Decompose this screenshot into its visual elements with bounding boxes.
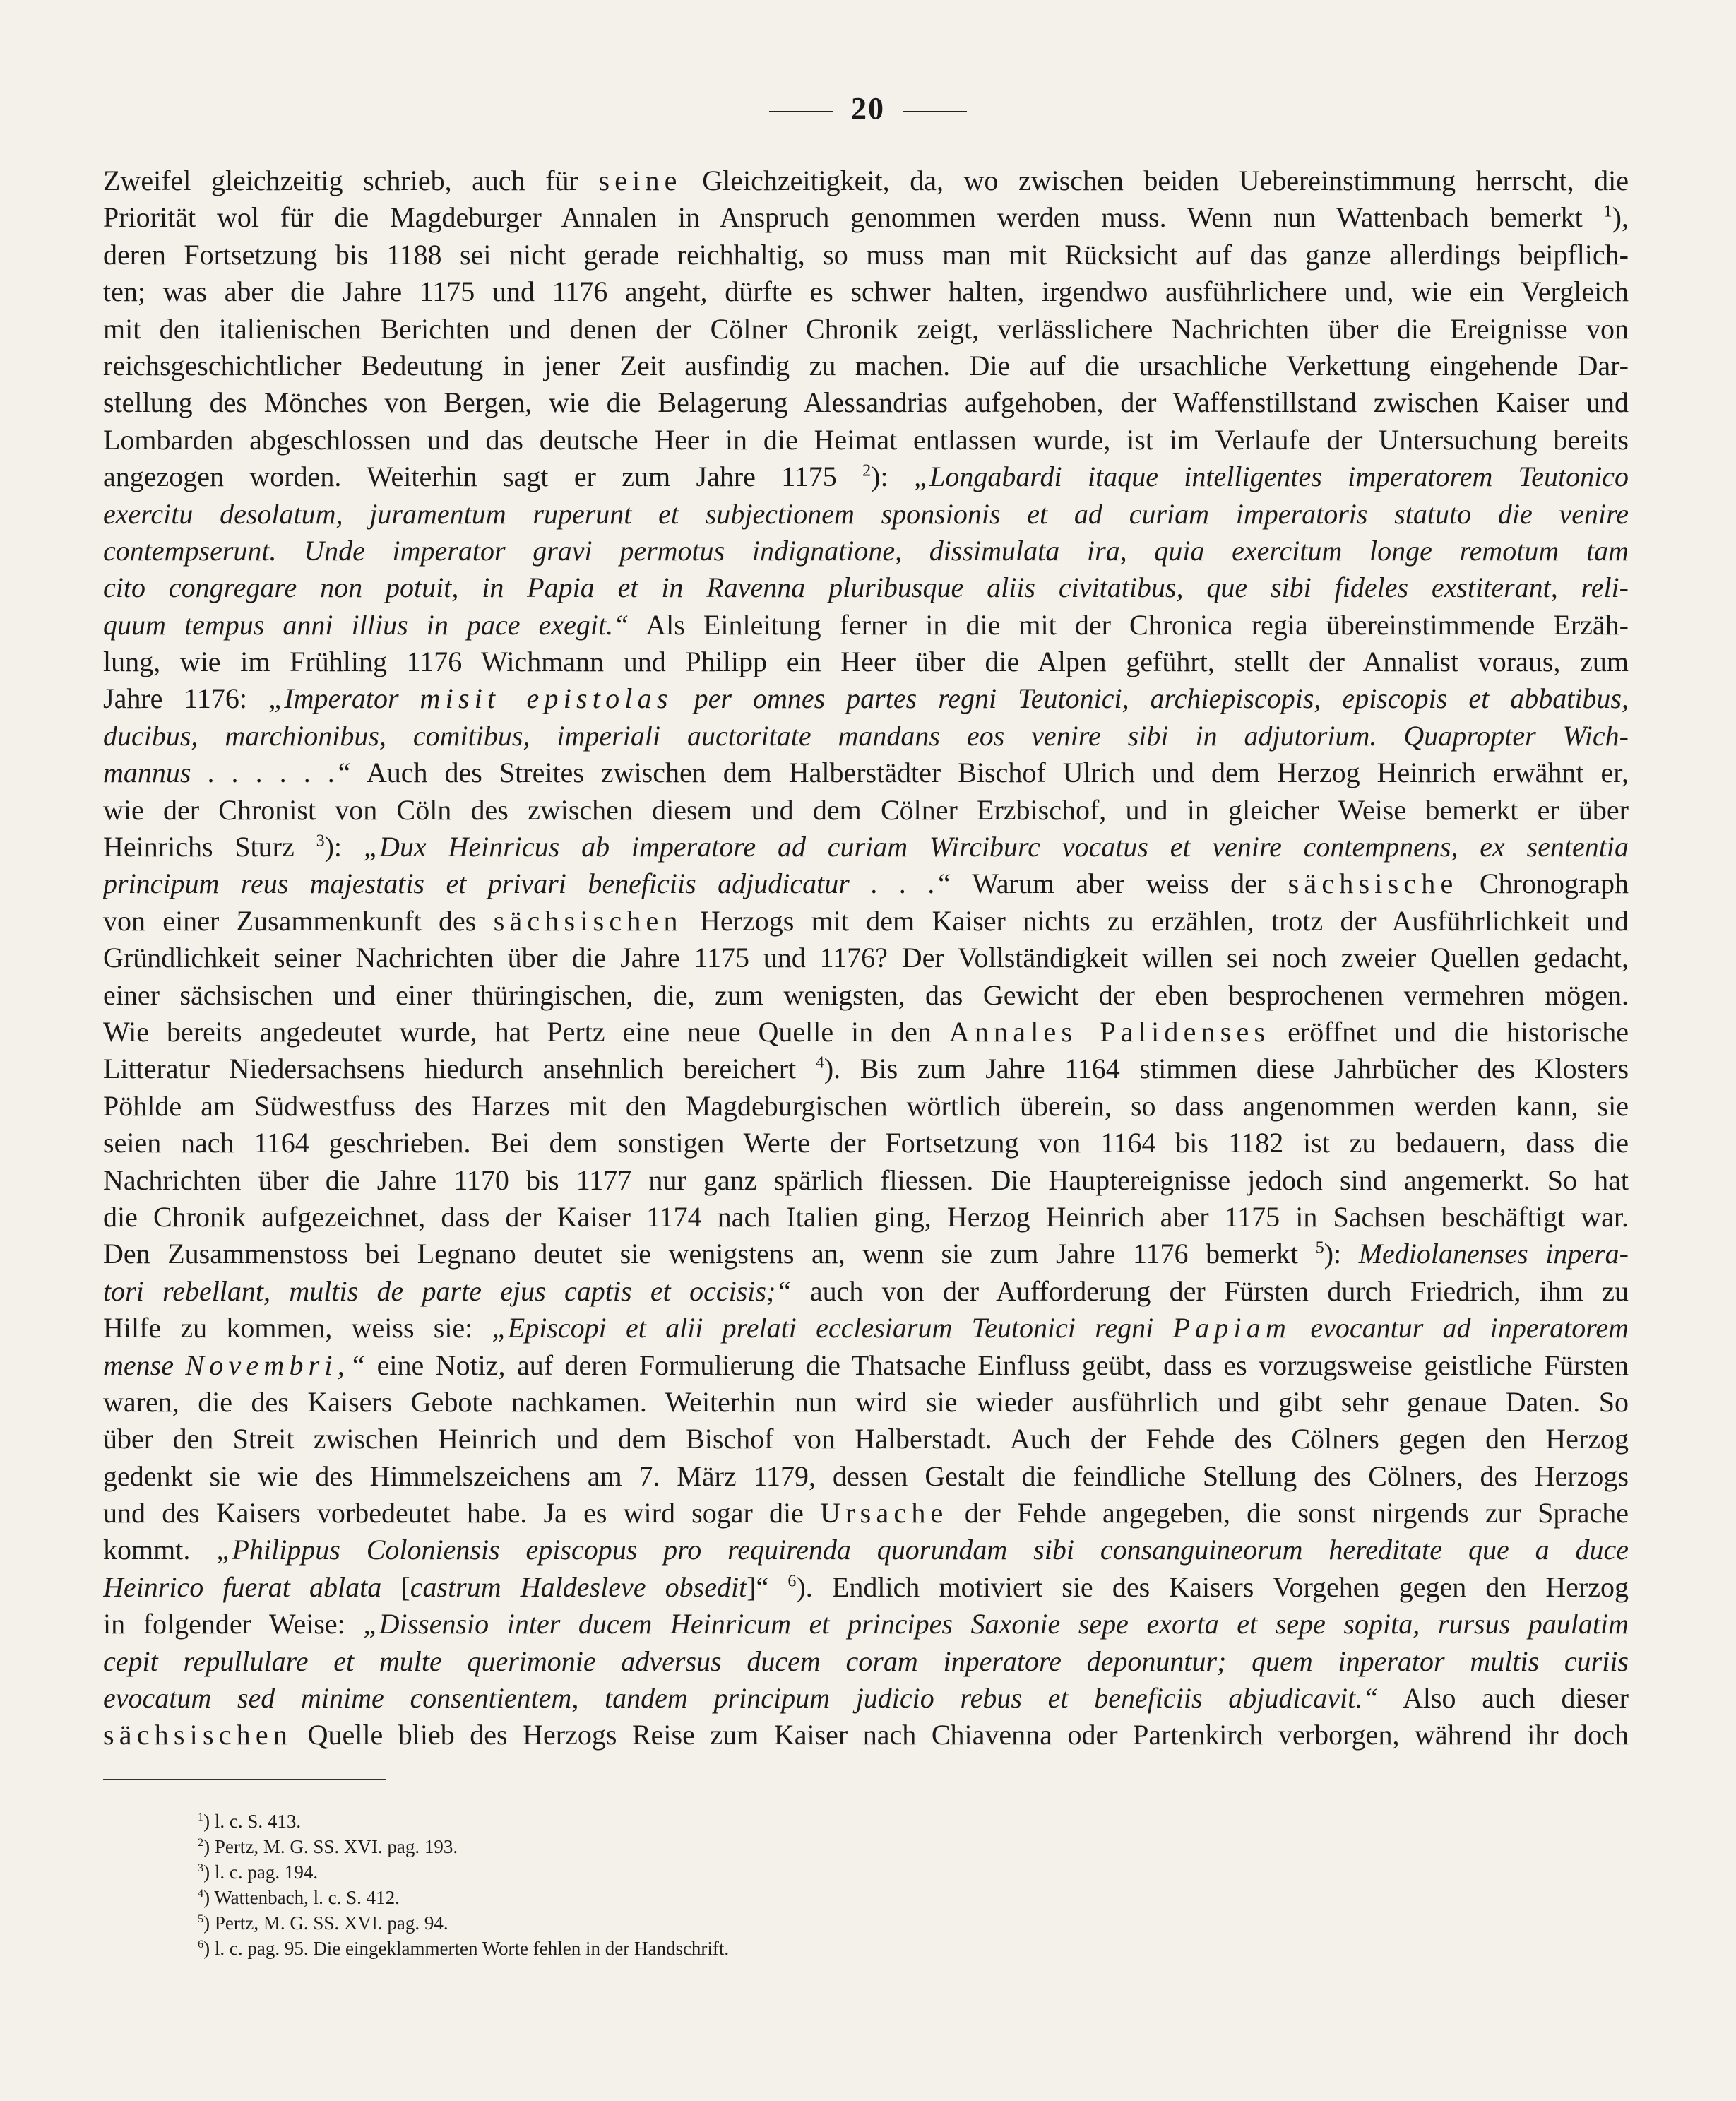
text-run: Warum aber weiss der bbox=[951, 868, 1288, 900]
page-number-dash-right bbox=[903, 111, 967, 112]
text-line bbox=[103, 718, 1629, 754]
footnote-number: 4 bbox=[198, 1887, 204, 1900]
text-run: sächsische bbox=[1288, 868, 1458, 900]
text-line bbox=[103, 1050, 1629, 1087]
text-run: lung, wie im Frühling 1176 Wichmann und Philipp ein Heer über die Alpen geführt, stellt der Annalist voraus, zum bbox=[103, 646, 1629, 678]
footnote bbox=[198, 1834, 1045, 1859]
text-run: der Fehde angegeben, die sonst nirgends zur Sprache bbox=[948, 1497, 1629, 1529]
footnote-bracket: ) bbox=[203, 1938, 215, 1959]
text-run: Den Zusammenstoss bei Legnano deutet sie wenigstens an, wenn sie zum Jahre 1176 bemerkt bbox=[103, 1238, 1316, 1270]
text-run: „Dissensio inter ducem Heinricum et principes Saxonie sepe exorta et sepe sopita, rursus paulatim bbox=[363, 1608, 1629, 1640]
footnote bbox=[198, 1809, 1045, 1834]
footnote-text: Pertz, M. G. SS. XVI. pag. 94. bbox=[214, 1912, 448, 1934]
footnote-number: 6 bbox=[198, 1938, 204, 1951]
text-run: Auch des Streites zwischen dem Halberstädter Bischof Ulrich und dem Herzog Heinrich erwähnt er, bbox=[351, 757, 1629, 789]
text-run: Ursache bbox=[820, 1497, 949, 1529]
footnote-number: 3 bbox=[198, 1862, 204, 1874]
text-line bbox=[103, 533, 1629, 569]
footnotes bbox=[198, 1809, 1045, 1961]
text-line bbox=[103, 1717, 1629, 1753]
text-line bbox=[103, 1532, 1629, 1568]
text-run: Pöhlde am Südwestfuss des Harzes mit den Magdeburgischen wörtlich überein, so dass angenommen werden kann, sie bbox=[103, 1089, 1629, 1122]
text-run: Gründlichkeit seiner Nachrichten über die Jahre 1175 und 1176? Der Vollständigkeit willen sei noch zweier Quellen gedacht, bbox=[103, 942, 1629, 974]
text-run: in folgender Weise: bbox=[103, 1608, 364, 1640]
text-line bbox=[103, 607, 1629, 644]
text-line bbox=[103, 792, 1629, 829]
text-run: kommt. bbox=[103, 1534, 217, 1566]
footnote-marker: 6 bbox=[787, 1572, 797, 1591]
text-line bbox=[103, 348, 1629, 384]
footnote-marker: 4 bbox=[815, 1054, 824, 1073]
text-run: „Philippus Coloniensis episcopus pro requirenda quorundam sibi consanguineorum hereditate que a duce bbox=[216, 1534, 1629, 1566]
text-run: Litteratur Niedersachsens hiedurch ansehnlich bereichert bbox=[103, 1053, 816, 1085]
footnote bbox=[198, 1936, 1045, 1961]
text-run: ten; was aber die Jahre 1175 und 1176 angeht, dürfte es schwer halten, irgendwo ausführlichere und, wie ein Vergleich bbox=[103, 276, 1629, 308]
text-run: auch von der Aufforderung der Fürsten durch Friedrich, ihm zu bbox=[791, 1274, 1629, 1307]
text-run: wie der Chronist von Cöln des zwischen diesem und dem Cölner Erzbischof, und in gleicher Weise bemerkt er über bbox=[103, 793, 1629, 826]
footnote-marker: 2 bbox=[862, 461, 872, 480]
text-run: misit epistolas bbox=[420, 682, 673, 715]
footnote-marker: 1 bbox=[1603, 203, 1612, 222]
page-number bbox=[0, 90, 1736, 126]
text-run: ): bbox=[324, 831, 364, 863]
text-run: „Episcopi et alii prelati ecclesiarum Teutonici regni bbox=[492, 1312, 1173, 1344]
text-run: evocantur ad inperatorem bbox=[1291, 1312, 1629, 1344]
text-line bbox=[103, 903, 1629, 940]
text-run: von einer Zusammenkunft des bbox=[103, 904, 494, 937]
text-run: seine bbox=[598, 165, 682, 196]
footnote-bracket: ) bbox=[203, 1811, 215, 1832]
text-run: Als Einleitung ferner in die mit der Chronica regia übereinstimmende Erzäh- bbox=[629, 608, 1629, 641]
text-line bbox=[103, 1495, 1629, 1532]
text-run: seien nach 1164 geschrieben. Bei dem sonstigen Werte der Fortsetzung von 1164 bis 1182 ist zu bedauern, dass die bbox=[103, 1127, 1629, 1159]
text-line bbox=[103, 1125, 1629, 1161]
text-run: tori rebellant, multis de parte ejus captis et occisis;“ bbox=[103, 1274, 792, 1307]
footnote-divider bbox=[103, 1779, 386, 1780]
footnote-number: 5 bbox=[198, 1912, 204, 1925]
text-run: contempserunt. Unde imperator gravi permotus indignatione, dissimulata ira, quia exercitum longe remotum tam bbox=[103, 534, 1629, 567]
text-line bbox=[103, 1384, 1629, 1421]
text-run: ): bbox=[871, 461, 914, 493]
footnote-bracket: ) bbox=[203, 1836, 215, 1857]
text-run: und des Kaisers vorbedeutet habe. Ja es wird sogar die bbox=[103, 1497, 821, 1529]
text-run: Heinrichs Sturz bbox=[103, 831, 316, 863]
text-line bbox=[103, 1310, 1629, 1347]
text-run: eine Notiz, auf deren Formulierung die Thatsache Einfluss geübt, dass es vorzugsweise geistliche Fürsten bbox=[365, 1349, 1629, 1381]
text-run: Wie bereits angedeutet wurde, hat Pertz eine neue Quelle in den bbox=[103, 1015, 949, 1048]
text-run: Chronograph bbox=[1458, 868, 1629, 900]
text-line bbox=[103, 384, 1629, 421]
text-line bbox=[103, 754, 1629, 791]
text-run: ). Bis zum Jahre 1164 stimmen diese Jahrbücher des Klosters bbox=[824, 1053, 1629, 1085]
text-run: angezogen worden. Weiterhin sagt er zum Jahre 1175 bbox=[103, 461, 863, 493]
text-run: deren Fortsetzung bis 1188 sei nicht gerade reichhaltig, so muss man mit Rücksicht auf das ganze allerdings beipflich- bbox=[103, 238, 1629, 271]
footnote-bracket: ) bbox=[203, 1862, 215, 1883]
footnote-text: l. c. pag. 95. Die eingeklammerten Worte fehlen in der Handschrift. bbox=[214, 1938, 730, 1959]
text-line bbox=[103, 1236, 1629, 1272]
text-line bbox=[103, 977, 1629, 1014]
text-run: mit den italienischen Berichten und denen der Cölner Chronik zeigt, verlässlichere Nachrichten über die Ereignisse von bbox=[103, 312, 1629, 345]
text-run: castrum Haldesleve obsedit bbox=[410, 1570, 747, 1603]
text-run: ducibus, marchionibus, comitibus, imperiali auctoritate mandans eos venire sibi in adjutorium. Quapropter Wich- bbox=[103, 719, 1629, 752]
text-run: Herzogs mit dem Kaiser nichts zu erzählen, trotz der Ausführlichkeit und bbox=[682, 904, 1629, 937]
text-run: eröffnet und die historische bbox=[1270, 1015, 1629, 1048]
text-line bbox=[103, 1347, 1629, 1384]
text-line bbox=[103, 865, 1629, 902]
text-run: Lombarden abgeschlossen und das deutsche Heer in die Heimat entlassen wurde, ist im Verlaufe der Untersuchung bereits bbox=[103, 423, 1629, 456]
text-line bbox=[103, 1458, 1629, 1495]
text-run: die Chronik aufgezeichnet, dass der Kaiser 1174 nach Italien ging, Herzog Heinrich aber 1175 in Sachsen beschäftigt war. bbox=[103, 1200, 1629, 1233]
footnote-text: Wattenbach, l. c. S. 412. bbox=[214, 1887, 400, 1908]
text-run: ). Endlich motiviert sie des Kaisers Vorgehen gegen den Herzog bbox=[796, 1570, 1629, 1603]
footnote-text: l. c. S. 413. bbox=[214, 1811, 302, 1832]
text-run: Jahre 1176: bbox=[103, 682, 269, 715]
footnote-number: 1 bbox=[198, 1811, 204, 1823]
text-line bbox=[103, 162, 1629, 199]
text-run: cepit repullulare et multe querimonie adversus ducem coram inperatore deponuntur; quem inperator multis curiis bbox=[103, 1645, 1629, 1677]
text-run: Mediolanenses inpera- bbox=[1358, 1238, 1629, 1270]
text-run: einer sächsischen und einer thüringischen, die, zum wenigsten, das Gewicht der eben besprochenen vermehren mögen. bbox=[103, 978, 1629, 1011]
text-run: gedenkt sie wie des Himmelszeichens am 7. März 1179, dessen Gestalt die feindliche Stellung des Cölners, des Herzogs bbox=[103, 1460, 1629, 1492]
text-run: Papiam bbox=[1172, 1312, 1292, 1344]
text-run: waren, die des Kaisers Gebote nachkamen. Weiterhin nun wird sie wieder ausführlich und gibt sehr genaue Daten. So bbox=[103, 1385, 1629, 1418]
text-run: [ bbox=[400, 1570, 410, 1603]
text-run: sächsischen bbox=[493, 904, 683, 937]
main-text bbox=[103, 162, 1629, 1754]
text-line bbox=[103, 1421, 1629, 1457]
text-line bbox=[103, 199, 1629, 236]
text-line bbox=[103, 273, 1629, 310]
footnote-number: 2 bbox=[198, 1836, 204, 1849]
text-line bbox=[103, 422, 1629, 458]
text-line bbox=[103, 496, 1629, 533]
text-run: über den Streit zwischen Heinrich und dem Bischof von Halberstadt. Auch der Fehde des Cölners gegen den Herzog bbox=[103, 1423, 1629, 1455]
text-run: sächsischen bbox=[103, 1719, 293, 1751]
text-run: “ bbox=[349, 1349, 366, 1381]
text-run: Hilfe zu kommen, weiss sie: bbox=[103, 1312, 492, 1344]
text-line bbox=[103, 1606, 1629, 1643]
text-run: stellung des Mönches von Bergen, wie die Belagerung Alessandrias aufgehoben, der Waffenstillstand zwischen Kaiser und bbox=[103, 386, 1629, 419]
text-run: Gleichzeitigkeit, da, wo zwischen beiden Uebereinstimmung herrscht, die bbox=[682, 165, 1629, 196]
text-run: Priorität wol für die Magdeburger Annalen in Anspruch genommen werden muss. Wenn nun Wattenbach bemerkt bbox=[103, 201, 1604, 234]
text-line bbox=[103, 237, 1629, 273]
text-line bbox=[103, 940, 1629, 976]
footnote-bracket: ) bbox=[203, 1912, 215, 1934]
text-run: cito congregare non potuit, in Papia et in Ravenna pluribusque aliis civitatibus, que sibi fideles exstiterant, reli- bbox=[103, 572, 1629, 604]
footnote-text: l. c. pag. 194. bbox=[214, 1862, 319, 1883]
text-run: principum reus majestatis et privari beneficiis adjudicatur . . .“ bbox=[103, 868, 951, 900]
text-run: Novembri, bbox=[185, 1349, 350, 1381]
footnote-marker: 3 bbox=[316, 831, 325, 851]
text-run: ): bbox=[1324, 1238, 1359, 1270]
text-line bbox=[103, 1014, 1629, 1050]
text-line bbox=[103, 1680, 1629, 1717]
text-run: Annales Palidenses bbox=[949, 1015, 1271, 1048]
footnote-marker: 5 bbox=[1315, 1239, 1324, 1257]
text-run: „Imperator bbox=[268, 682, 420, 715]
text-run: exercitu desolatum, juramentum ruperunt et subjectionem sponsionis et ad curiam imperatoris statuto die venire bbox=[103, 497, 1629, 530]
text-line bbox=[103, 1569, 1629, 1606]
text-line bbox=[103, 1643, 1629, 1680]
text-line bbox=[103, 1273, 1629, 1310]
text-line bbox=[103, 680, 1629, 717]
text-run: Also auch dieser bbox=[1378, 1682, 1629, 1715]
footnote bbox=[198, 1885, 1045, 1910]
text-run: mannus . . . . . .“ bbox=[103, 757, 351, 789]
text-line bbox=[103, 458, 1629, 495]
text-run: reichsgeschichtlicher Bedeutung in jener Zeit ausfindig zu machen. Die auf die ursachliche Verkettung eingehende Dar- bbox=[103, 349, 1629, 381]
text-run: evocatum sed minime consentientem, tandem principum judicio rebus et beneficiis abjudicavit.“ bbox=[103, 1682, 1379, 1715]
text-line bbox=[103, 569, 1629, 606]
text-line bbox=[103, 829, 1629, 865]
text-run: Zweifel gleichzeitig schrieb, auch für bbox=[103, 165, 599, 196]
footnote bbox=[198, 1859, 1045, 1885]
text-line bbox=[103, 1162, 1629, 1199]
footnote bbox=[198, 1910, 1045, 1936]
text-line bbox=[103, 1088, 1629, 1125]
text-run: Nachrichten über die Jahre 1170 bis 1177 nur ganz spärlich fliessen. Die Hauptereignisse jedoch sind angemerkt. So hat bbox=[103, 1164, 1629, 1196]
text-run: „Longabardi itaque intelligentes imperatorem Teutonico bbox=[913, 461, 1629, 493]
text-line bbox=[103, 644, 1629, 680]
text-run: Heinrico fuerat ablata bbox=[103, 1570, 401, 1603]
text-line bbox=[103, 311, 1629, 348]
text-run: Quelle blieb des Herzogs Reise zum Kaiser nach Chiavenna oder Partenkirch verborgen, während ihr doch bbox=[292, 1719, 1629, 1751]
text-run: ), bbox=[1612, 201, 1629, 234]
page-number-dash-left bbox=[769, 111, 833, 112]
footnote-bracket: ) bbox=[203, 1887, 215, 1908]
footnote-text: Pertz, M. G. SS. XVI. pag. 193. bbox=[214, 1836, 458, 1857]
text-run: „Dux Heinricus ab imperatore ad curiam Wirciburc vocatus et venire contempnens, ex sententia bbox=[363, 831, 1629, 863]
text-run: ]“ bbox=[747, 1570, 788, 1603]
text-run: quum tempus anni illius in pace exegit.“ bbox=[103, 608, 629, 641]
page-number-value: 20 bbox=[851, 91, 885, 126]
text-run: per omnes partes regni Teutonici, archiepiscopis, episcopis et abbatibus, bbox=[672, 682, 1629, 715]
text-line bbox=[103, 1199, 1629, 1236]
text-run: mense bbox=[103, 1349, 186, 1381]
